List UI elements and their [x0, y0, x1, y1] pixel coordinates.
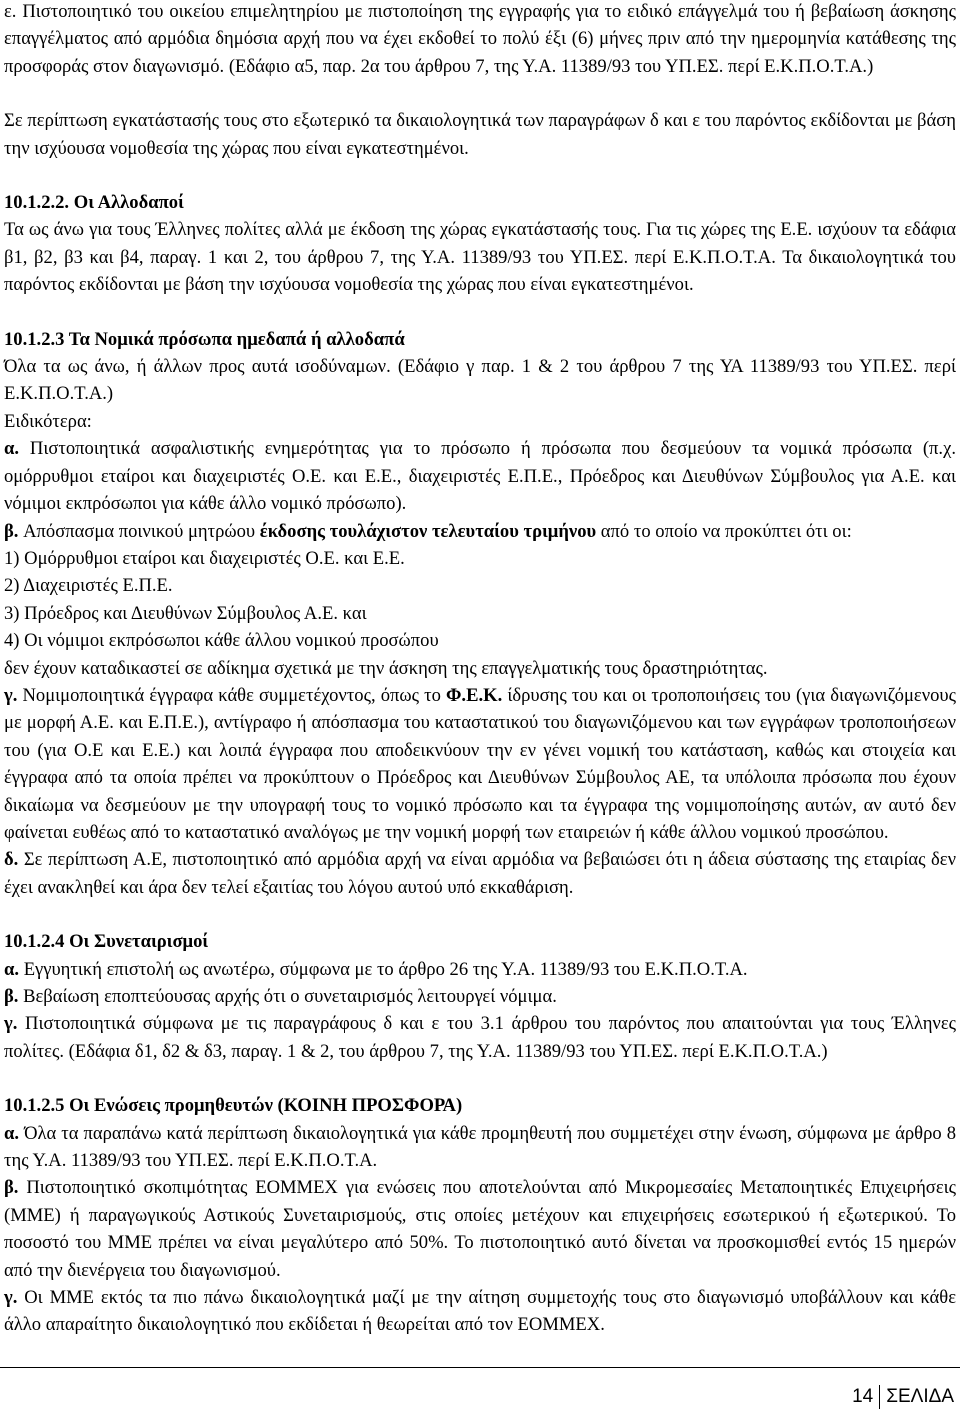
- paragraph-legal-entities: Όλα τα ως άνω, ή άλλων προς αυτά ισοδύναμων. (Εδάφιο γ παρ. 1 & 2 του άρθρου 7 της ΥΑ 11389/93 του ΥΠ.ΕΣ. περί Ε.Κ.Π.Ο.Τ.Α.): [4, 356, 956, 405]
- paragraph-epsilon: [4, 0, 956, 80]
- paragraph-text: Πιστοποιητικό του οικείου επιμελητηρίου με πιστοποίηση της εγγραφής για το ειδικό επάγγελμά του ή βεβαίωση άσκησης επαγγέλματος από αρμόδια δημόσια αρχή που να έχει εκδοθεί το πολύ έξι (6) μήνες πριν από την ημερομηνία κατάθεσης της προσφοράς στον διαγωνισμό. (Εδάφιο α5, παρ. 2α του άρθρου 7, της Υ.Α. 11389/93 του ΥΠ.ΕΣ. περί Ε.Κ.Π.Ο.Τ.Α.): [4, 1, 956, 77]
- paragraph-union-beta: β. Πιστοποιητικό σκοπιμότητας ΕΟΜΜΕΧ για ενώσεις που αποτελούνται από Μικρομεσαίες Μεταποιητικές Επιχειρήσεις (ΜΜΕ) ή παραγωγικούς Αστικούς Συνεταιρισμούς, στις οποίες μετέχουν και επιχειρήσεις εσωτερικού ή εξωτερικού. Το ποσοστό του ΜΜΕ πρέπει να είναι μεγαλύτερο από 50%. Το πιστοποιητικό αυτό δίνεται να προσκομισθεί εντός 15 ημερών από την διενέργεια του διαγωνισμού.: [4, 1177, 956, 1281]
- paragraph-delta: δ. Σε περίπτωση Α.Ε, πιστοποιητικό από αρμόδια αρχή να είναι αρμόδια να βεβαιώσει ότι η άδεια σύστασης της εταιρίας δεν έχει ανακληθεί και άρα δεν τελεί εξαιτίας του λόγου αυτού υπό εκκαθάριση.: [4, 849, 956, 898]
- paragraph-coop-alpha: α. Εγγυητική επιστολή ως ανωτέρω, σύμφωνα με το άρθρο 26 της Υ.Α. 11389/93 του Ε.Κ.Π.Ο.Τ.Α.: [4, 958, 748, 980]
- paragraph-specifically: Ειδικότερα:: [4, 410, 92, 432]
- paragraph-abroad: Σε περίπτωση εγκατάστασής τους στο εξωτερικό τα δικαιολογητικά των παραγράφων δ και ε του παρόντος εκδίδονται με βάση την ισχύουσα νομοθεσία της χώρας που είναι εγκατεστημένοι.: [4, 110, 956, 159]
- page-number: [852, 1385, 954, 1409]
- paragraph-foreigners: Τα ως άνω για τους Έλληνες πολίτες αλλά με έκδοση της χώρας εγκατάστασής τους. Για τις χώρες της Ε.Ε. ισχύουν τα εδάφια β1, β2, β3 και β4, παραγ. 1 και 2, του άρθρου 7, της Υ.Α. 11389/93 του ΥΠ.ΕΣ. περί Ε.Κ.Π.Ο.Τ.Α. Τα δικαιολογητικά του παρόντος εκδίδονται με βάση την ισχύουσα νομοθεσία της χώρας που είναι εγκατεστημένοι.: [4, 219, 956, 296]
- paragraph-alpha: α. Πιστοποιητικά ασφαλιστικής ενημερότητας για το πρόσωπο ή πρόσωπα που δεσμεύουν τα νομικά πρόσωπα (π.χ. ομόρρυθμοι εταίροι και διαχειριστές Ο.Ε. και Ε.Ε., διαχειριστές Ε.Π.Ε., Πρόεδρος και Διευθύνων Σύμβουλος για Α.Ε. και νόμιμοι εκπρόσωποι για κάθε άλλο νομικό πρόσωπο).: [4, 438, 956, 515]
- section-heading-10-1-2-3: 10.1.2.3 Τα Νομικά πρόσωπα ημεδαπά ή αλλοδαπά: [4, 328, 405, 350]
- section-heading-10-1-2-5: 10.1.2.5 Οι Ενώσεις προμηθευτών (ΚΟΙΝΗ ΠΡΟΣΦΟΡΑ): [4, 1095, 463, 1117]
- list-item: 1) Ομόρρυθμοι εταίροι και διαχειριστές Ο.Ε. και Ε.Ε.: [4, 547, 405, 569]
- footer-separator: [879, 1385, 880, 1409]
- paragraph-coop-beta: β. Βεβαίωση εποπτεύουσας αρχής ότι ο συνεταιρισμός λειτουργεί νόμιμα.: [4, 986, 557, 1007]
- list-item: 3) Πρόεδρος και Διευθύνων Σύμβουλος Α.Ε. και: [4, 602, 367, 624]
- paragraph-beta: β. Απόσπασμα ποινικού μητρώου έκδοσης τουλάχιστον τελευταίου τριμήνου από το οποίο να προκύπτει ότι οι:: [4, 520, 852, 542]
- footer-divider: [0, 1367, 960, 1368]
- page-label: ΣΕΛΙΔΑ: [886, 1386, 954, 1407]
- page-number-value: 14: [852, 1386, 874, 1407]
- paragraph-union-gamma: γ. Οι ΜΜΕ εκτός τα πιο πάνω δικαιολογητικά μαζί με την αίτηση συμμετοχής τους στο διαγωνισμό υποβάλλουν και κάθε άλλο απαραίτητο δικαιολογητικό που εκδίδεται ή θεωρείται από τον ΕΟΜΜΕΧ.: [4, 1287, 956, 1336]
- list-item: 2) Διαχειριστές Ε.Π.Ε.: [4, 575, 173, 597]
- paragraph-gamma: γ. Νομιμοποιητικά έγγραφα κάθε συμμετέχοντος, όπως το Φ.Ε.Κ. ίδρυσης του και οι τροποποιήσεις του (για διαγωνιζόμενους με μορφή Α.Ε. και Ε.Π.Ε.), αντίγραφο ή απόσπασμα του καταστατικού του διαγωνιζόμενου και των εγγράφων τροποποιήσεων του (για Ο.Ε και Ε.Ε.) και λοιπά έγγραφα που αποδεικνύουν την εν γένει νομική του κατάσταση, καθώς και στοιχεία και έγγραφα από τα οποία πρέπει να προκύπτουν ο Πρόεδρος και Διευθύνων Σύμβουλος ΑΕ, τα υπόλοιπα πρόσωπα που έχουν δικαίωμα να δεσμεύουν με την υπογραφή τους το νομικό πρόσωπο και τα έγγραφα της νομιμοποίησης αυτών, αν αυτό δεν φαίνεται ευθέως από το καταστατικό αναλόγως με την νομική μορφή των εταιρειών ή κάθε άλλου νομικού προσώπου.: [4, 684, 956, 843]
- page-footer: [0, 1367, 960, 1419]
- list-tail: δεν έχουν καταδικαστεί σε αδίκημα σχετικά με την άσκηση της επαγγελματικής τους δραστηριότητας.: [4, 657, 768, 679]
- item-marker: ε.: [4, 1, 23, 22]
- paragraph-union-alpha: α. Όλα τα παραπάνω κατά περίπτωση δικαιολογητικά για κάθε προμηθευτή που συμμετέχει στην ένωση, σύμφωνα με άρθρο 8 της Υ.Α. 11389/93 του ΥΠ.ΕΣ. περί Ε.Κ.Π.Ο.Τ.Α.: [4, 1122, 956, 1172]
- document-body: [4, 0, 956, 1339]
- paragraph-coop-gamma: γ. Πιστοποιητικά σύμφωνα με τις παραγράφους δ και ε του 3.1 άρθρου του παρόντος που απαιτούνται για τους Έλληνες πολίτες. (Εδάφια δ1, δ2 & δ3, παραγ. 1 & 2, του άρθρου 7, της Υ.Α. 11389/93 του ΥΠ.ΕΣ. περί Ε.Κ.Π.Ο.Τ.Α.): [4, 1013, 956, 1062]
- section-heading-10-1-2-2: 10.1.2.2. Οι Αλλοδαποί: [4, 192, 184, 214]
- list-item: 4) Οι νόμιμοι εκπρόσωποι κάθε άλλου νομικού προσώπου: [4, 630, 439, 652]
- section-heading-10-1-2-4: 10.1.2.4 Οι Συνεταιρισμοί: [4, 931, 209, 953]
